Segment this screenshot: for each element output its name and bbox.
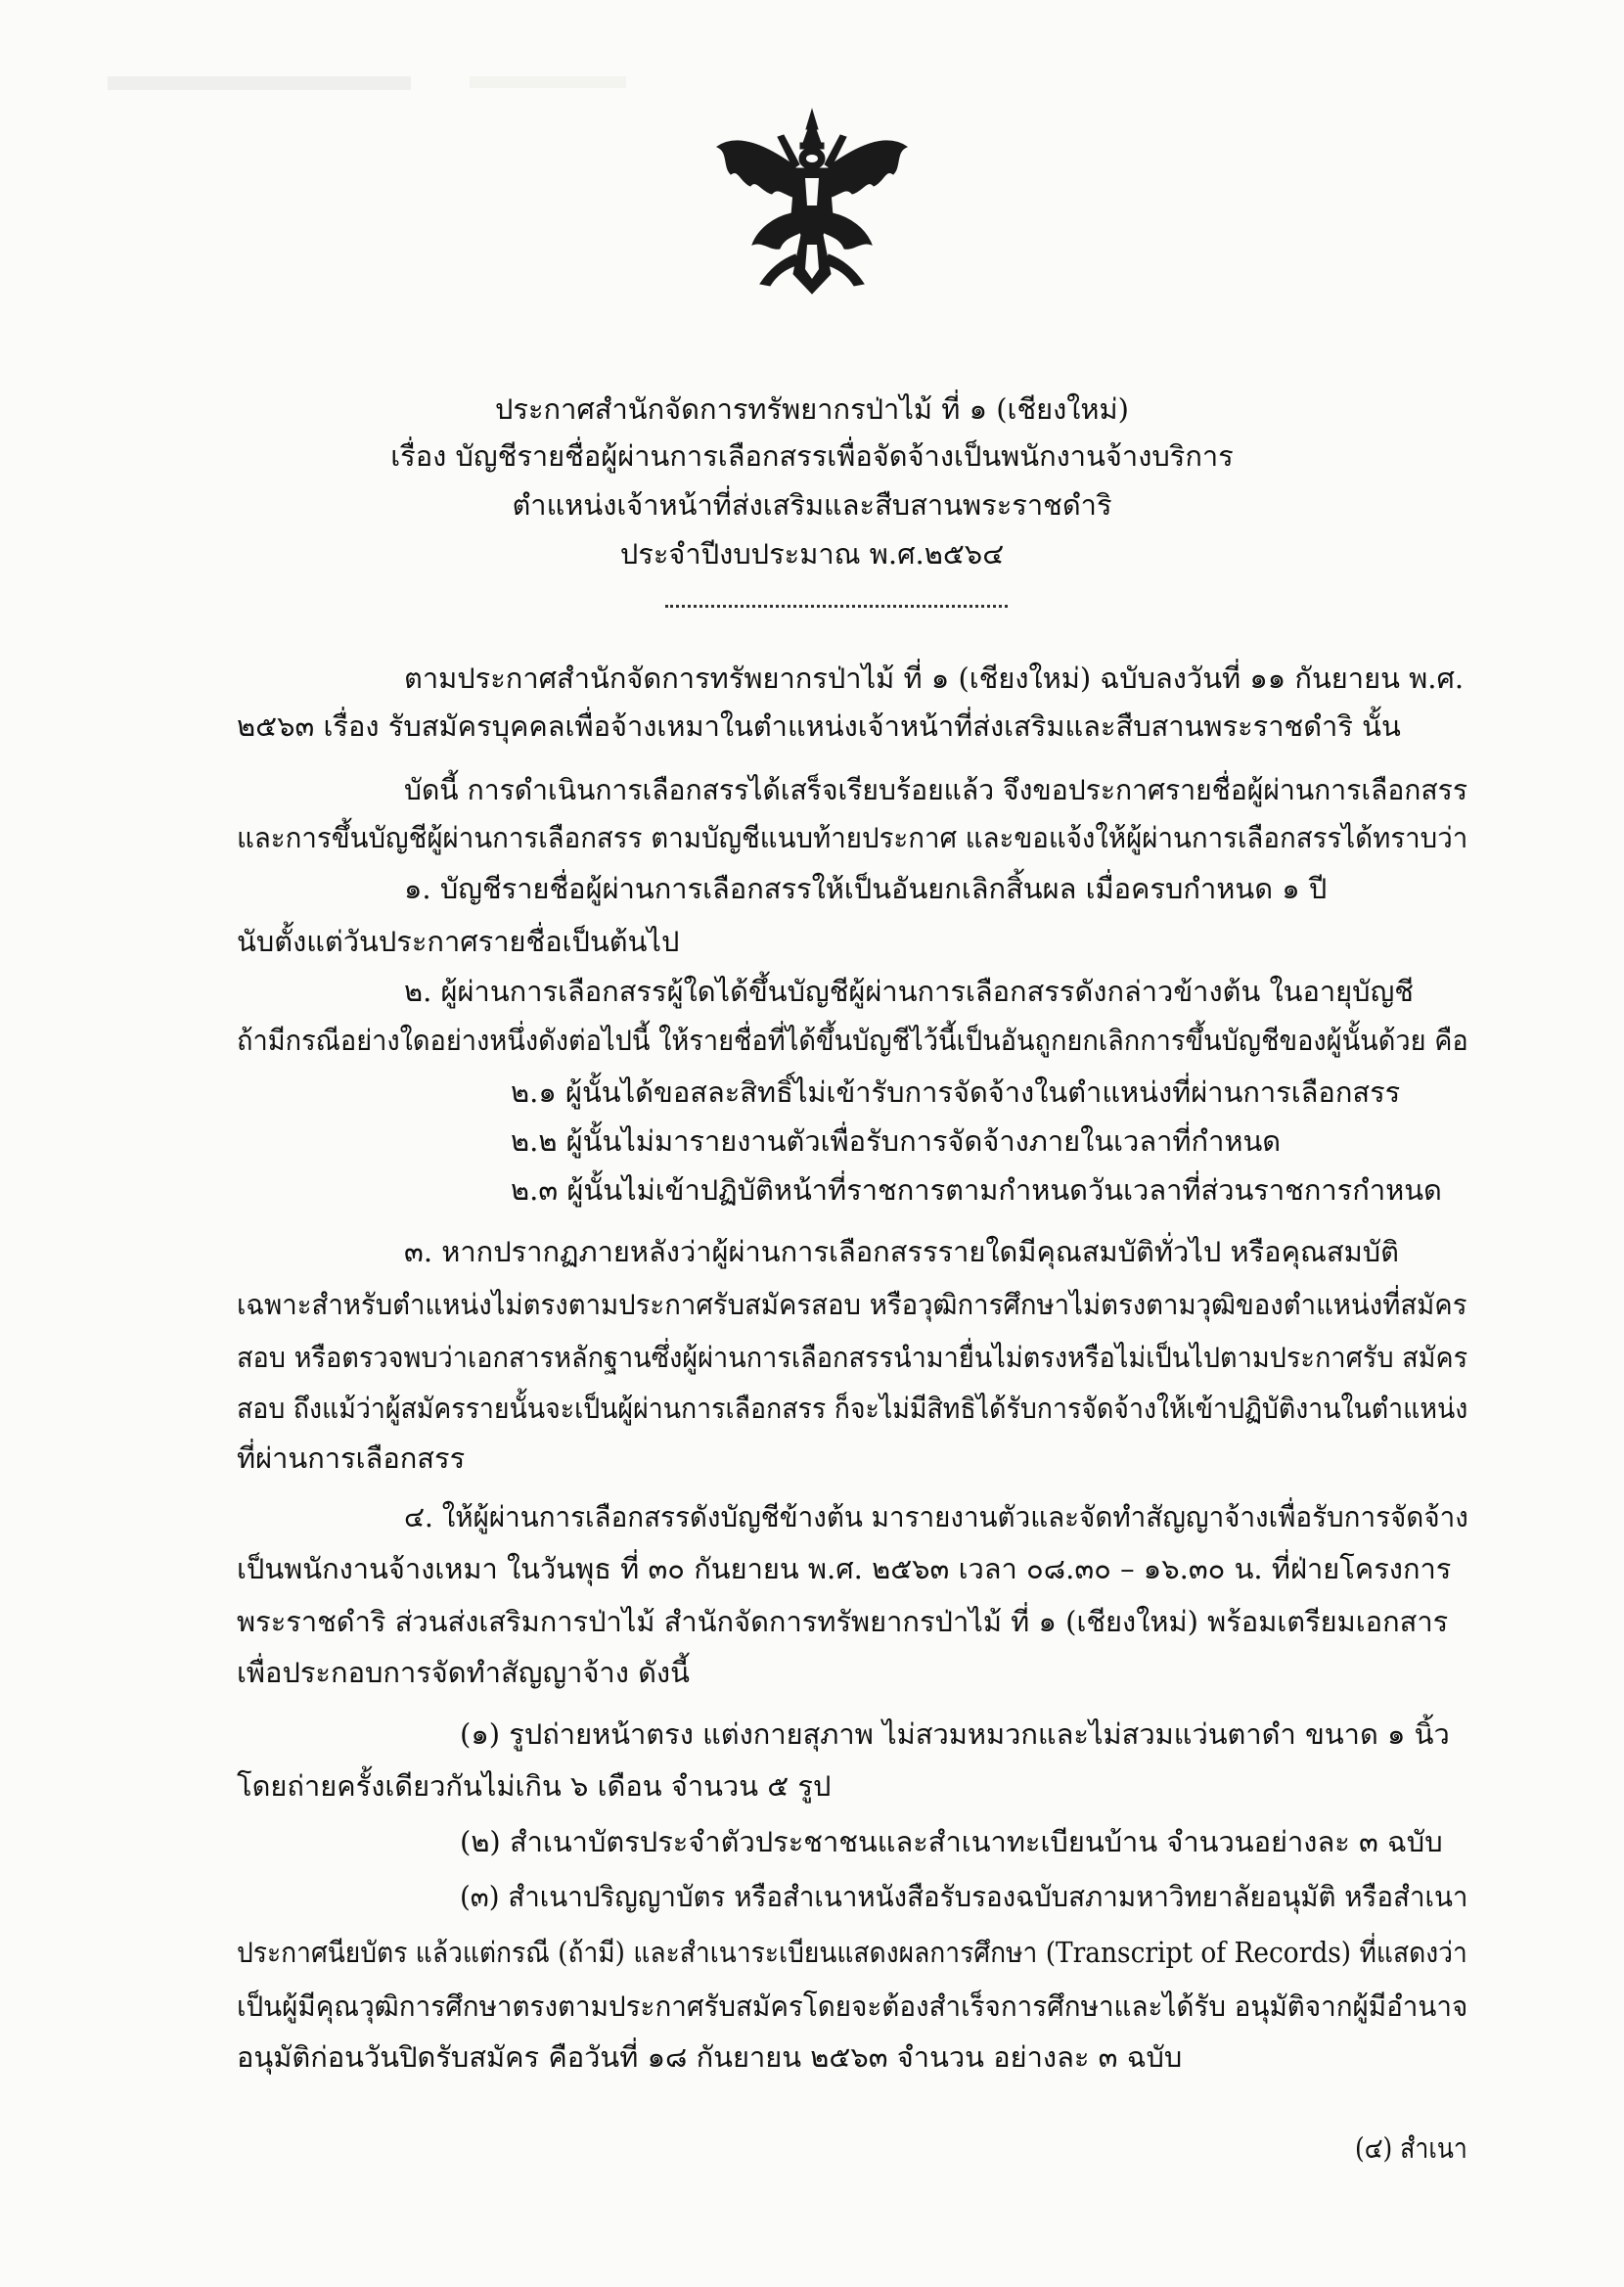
announcement-subject: เรื่อง บัญชีรายชื่อผู้ผ่านการเลือกสรรเพื่อจัดจ้างเป็นพนักงานจ้างบริการ: [390, 439, 1234, 473]
document-item: (๒) สำเนาบัตรประจำตัวประชาชนและสำเนาทะเบียนบ้าน จำนวนอย่างละ ๓ ฉบับ: [460, 1825, 1443, 1858]
document-item: โดยถ่ายครั้งเดียวกันไม่เกิน ๖ เดือน จำนวน ๕ รูป: [237, 1769, 832, 1803]
document-item: อนุมัติก่อนวันปิดรับสมัคร คือวันที่ ๑๘ กันยายน ๒๕๖๓ จำนวน อย่างละ ๓ ฉบับ: [237, 2040, 1183, 2074]
list-item: นับตั้งแต่วันประกาศรายชื่อเป็นต้นไป: [237, 925, 680, 958]
list-item: สอบ หรือตรวจพบว่าเอกสารหลักฐานซึ่งผู้ผ่านการเลือกสรรนำมายื่นไม่ตรงหรือไม่เป็นไปตามประกาศรับ สมัคร: [237, 1341, 1468, 1374]
document-item: ประกาศนียบัตร แล้วแต่กรณี (ถ้ามี) และสำเนาระเบียนแสดงผลการศึกษา (Transcript of Records) ที่แสดงว่า: [237, 1936, 1467, 1969]
paragraph-text: ตามประกาศสำนักจัดการทรัพยากรป่าไม้ ที่ ๑ (เชียงใหม่) ฉบับลงวันที่ ๑๑ กันยายน พ.ศ.: [404, 662, 1465, 695]
sub-item: ๒.๑ ผู้นั้นได้ขอสละสิทธิ์ไม่เข้ารับการจัดจ้างในตำแหน่งที่ผ่านการเลือกสรร: [511, 1075, 1401, 1109]
list-item: ๔. ให้ผู้ผ่านการเลือกสรรดังบัญชีข้างต้น มารายงานตัวและจัดทำสัญญาจ้างเพื่อรับการจัดจ้าง: [404, 1500, 1468, 1533]
announcement-position: ตำแหน่งเจ้าหน้าที่ส่งเสริมและสืบสานพระราชดำริ: [512, 488, 1112, 522]
list-item: ๒. ผู้ผ่านการเลือกสรรผู้ใดได้ขึ้นบัญชีผู้ผ่านการเลือกสรรดังกล่าวข้างต้น ในอายุบัญชี: [404, 975, 1414, 1008]
document-item: เป็นผู้มีคุณวุฒิการศึกษาตรงตามประกาศรับสมัครโดยจะต้องสำเร็จการศึกษาและได้รับ อนุมัติจากผู้มีอำนาจ: [237, 1990, 1468, 2023]
list-item: สอบ ถึงแม้ว่าผู้สมัครรายนั้นจะเป็นผู้ผ่านการเลือกสรร ก็จะไม่มีสิทธิได้รับการจัดจ้างให้เข้าปฏิบัติงานในตำแหน่ง: [237, 1392, 1468, 1425]
list-item: ๑. บัญชีรายชื่อผู้ผ่านการเลือกสรรให้เป็นอันยกเลิกสิ้นผล เมื่อครบกำหนด ๑ ปี: [404, 872, 1328, 905]
sub-item: ๒.๒ ผู้นั้นไม่มารายงานตัวเพื่อรับการจัดจ้างภายในเวลาที่กำหนด: [511, 1124, 1282, 1158]
announcement-title: ประกาศสำนักจัดการทรัพยากรป่าไม้ ที่ ๑ (เชียงใหม่): [495, 392, 1129, 426]
list-item: ถ้ามีกรณีอย่างใดอย่างหนึ่งดังต่อไปนี้ ให้รายชื่อที่ได้ขึ้นบัญชีไว้นี้เป็นอันถูกยกเลิกการขึ้นบัญชีของผู้นั้นด้วย คือ: [237, 1024, 1468, 1057]
paragraph-text: และการขึ้นบัญชีผู้ผ่านการเลือกสรร ตามบัญชีแนบท้ายประกาศ และขอแจ้งให้ผู้ผ่านการเลือกสรรได้ทราบว่า: [237, 821, 1468, 854]
announcement-fiscal-year: ประจำปีงบประมาณ พ.ศ.๒๕๖๔: [619, 537, 1005, 571]
list-item: เฉพาะสำหรับตำแหน่งไม่ตรงตามประกาศรับสมัครสอบ หรือวุฒิการศึกษาไม่ตรงตามวุฒิของตำแหน่งที่สมัคร: [237, 1288, 1467, 1321]
list-item: ๓. หากปรากฏภายหลังว่าผู้ผ่านการเลือกสรรรายใดมีคุณสมบัติทั่วไป หรือคุณสมบัติ: [404, 1235, 1399, 1268]
list-item: ที่ผ่านการเลือกสรร: [237, 1441, 466, 1475]
paragraph-text: ๒๕๖๓ เรื่อง รับสมัครบุคคลเพื่อจ้างเหมาในตำแหน่งเจ้าหน้าที่ส่งเสริมและสืบสานพระราชดำริ นั้น: [237, 709, 1401, 743]
list-item: เพื่อประกอบการจัดทำสัญญาจ้าง ดังนี้: [237, 1656, 690, 1689]
document-item: (๑) รูปถ่ายหน้าตรง แต่งกายสุภาพ ไม่สวมหมวกและไม่สวมแว่นตาดำ ขนาด ๑ นิ้ว: [460, 1717, 1450, 1751]
garuda-emblem-icon: [709, 108, 915, 298]
scan-artifact: [108, 76, 411, 90]
list-item: พระราชดำริ ส่วนส่งเสริมการป่าไม้ สำนักจัดการทรัพยากรป่าไม้ ที่ ๑ (เชียงใหม่) พร้อมเตรียมเอกสาร: [237, 1605, 1449, 1638]
scan-artifact: [470, 76, 626, 88]
paragraph-text: บัดนี้ การดำเนินการเลือกสรรได้เสร็จเรียบร้อยแล้ว จึงขอประกาศรายชื่อผู้ผ่านการเลือกสรร: [404, 773, 1468, 806]
page-continuation: (๔) สำเนา: [1355, 2131, 1467, 2165]
title-divider: [665, 605, 1008, 608]
sub-item: ๒.๓ ผู้นั้นไม่เข้าปฏิบัติหน้าที่ราชการตามกำหนดวันเวลาที่ส่วนราชการกำหนด: [511, 1173, 1442, 1207]
document-item: (๓) สำเนาปริญญาบัตร หรือสำเนาหนังสือรับรองฉบับสภามหาวิทยาลัยอนุมัติ หรือสำเนา: [460, 1880, 1468, 1913]
list-item: เป็นพนักงานจ้างเหมา ในวันพุธ ที่ ๓๐ กันยายน พ.ศ. ๒๕๖๓ เวลา ๐๘.๓๐ – ๑๖.๓๐ น. ที่ฝ่ายโครงการ: [237, 1552, 1452, 1585]
